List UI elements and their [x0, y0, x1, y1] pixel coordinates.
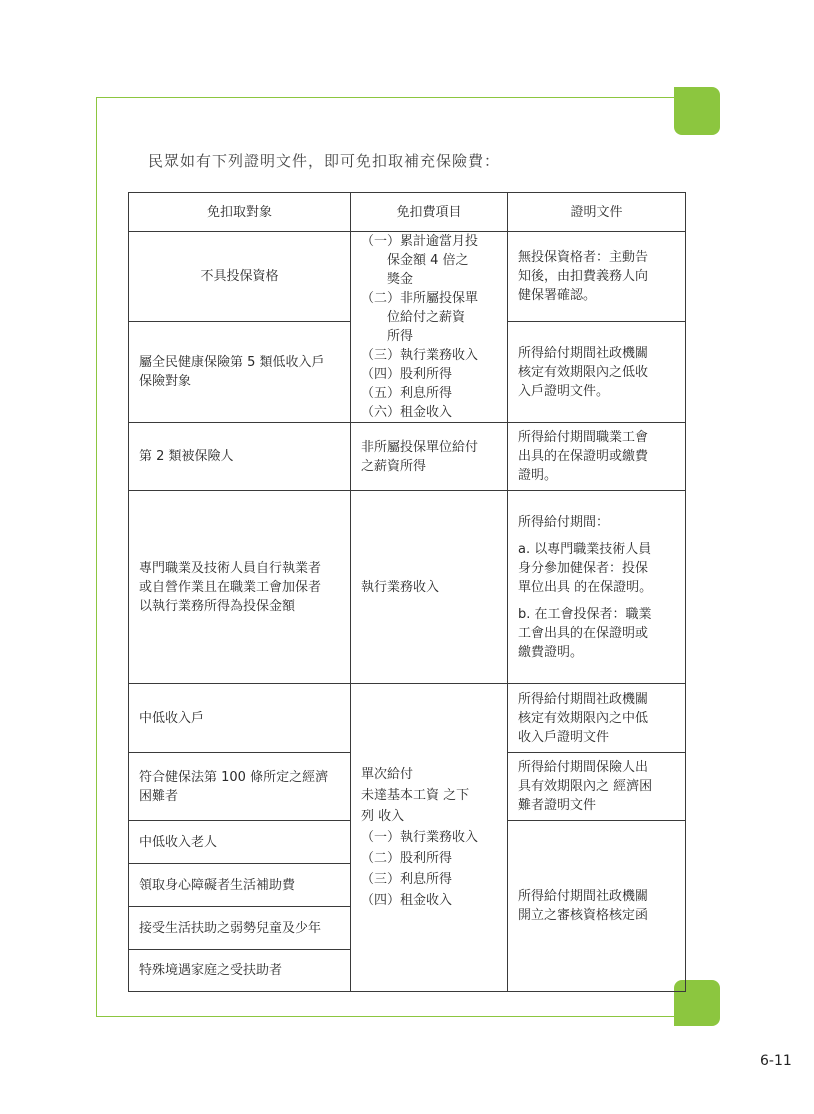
header-target: 免扣取對象	[129, 193, 351, 232]
target-cell: 第 2 類被保險人	[129, 423, 351, 491]
target-cell: 中低收入老人	[129, 821, 351, 864]
document-cell: 所得給付期間社政機關 核定有效期限內之低收 入戶證明文件。	[508, 322, 686, 423]
target-cell: 屬全民健康保險第 5 類低收入戶 保險對象	[129, 322, 351, 423]
item-cell: 非所屬投保單位給付 之薪資所得	[351, 423, 508, 491]
item-cell-group2: 單次給付 未達基本工資 之下 列 收入 （一）執行業務收入 （二）股利所得 （三）利息所得 （四）租金收入	[351, 684, 508, 992]
target-cell: 專門職業及技術人員自行執業者 或自營作業且在職業工會加保者 以執行業務所得為投保金額	[129, 491, 351, 684]
item-cell: 執行業務收入	[351, 491, 508, 684]
table-row	[129, 232, 686, 322]
table-row	[129, 423, 686, 491]
item-cell-group1: （一）累計逾當月投 保金額 4 倍之 獎金 （二）非所屬投保單 位給付之薪資 所得 （三）執行業務收入 （四）股利所得 （五）利息所得 （六）租金收入	[351, 232, 508, 423]
target-cell: 不具投保資格	[129, 232, 351, 322]
document-cell: 所得給付期間： a. 以專門職業技術人員 身分參加健保者：投保 單位出具 的在保證明。 b. 在工會投保者：職業 工會出具的在保證明或 繳費證明。	[508, 491, 686, 684]
target-cell: 領取身心障礙者生活補助費	[129, 864, 351, 907]
intro-text: 民眾如有下列證明文件，即可免扣取補充保險費：	[148, 152, 501, 170]
header-item: 免扣費項目	[351, 193, 508, 232]
exemption-table	[128, 192, 686, 992]
table-row	[129, 684, 686, 753]
page-number: 6-11	[760, 1053, 792, 1069]
document-cell: 所得給付期間社政機關 開立之審核資格核定函	[508, 821, 686, 992]
header-document: 證明文件	[508, 193, 686, 232]
document-cell: 所得給付期間職業工會 出具的在保證明或繳費 證明。	[508, 423, 686, 491]
target-cell: 符合健保法第 100 條所定之經濟 困難者	[129, 753, 351, 821]
table-header-row	[129, 193, 686, 232]
document-cell: 無投保資格者：主動告 知後，由扣費義務人向 健保署確認。	[508, 232, 686, 322]
document-cell: 所得給付期間社政機關 核定有效期限內之中低 收入戶證明文件	[508, 684, 686, 753]
document-cell: 所得給付期間保險人出 具有效期限內之 經濟困 難者證明文件	[508, 753, 686, 821]
target-cell: 中低收入戶	[129, 684, 351, 753]
table-row	[129, 491, 686, 684]
corner-tab-top	[674, 87, 720, 135]
target-cell: 接受生活扶助之弱勢兒童及少年	[129, 907, 351, 950]
target-cell: 特殊境遇家庭之受扶助者	[129, 950, 351, 992]
